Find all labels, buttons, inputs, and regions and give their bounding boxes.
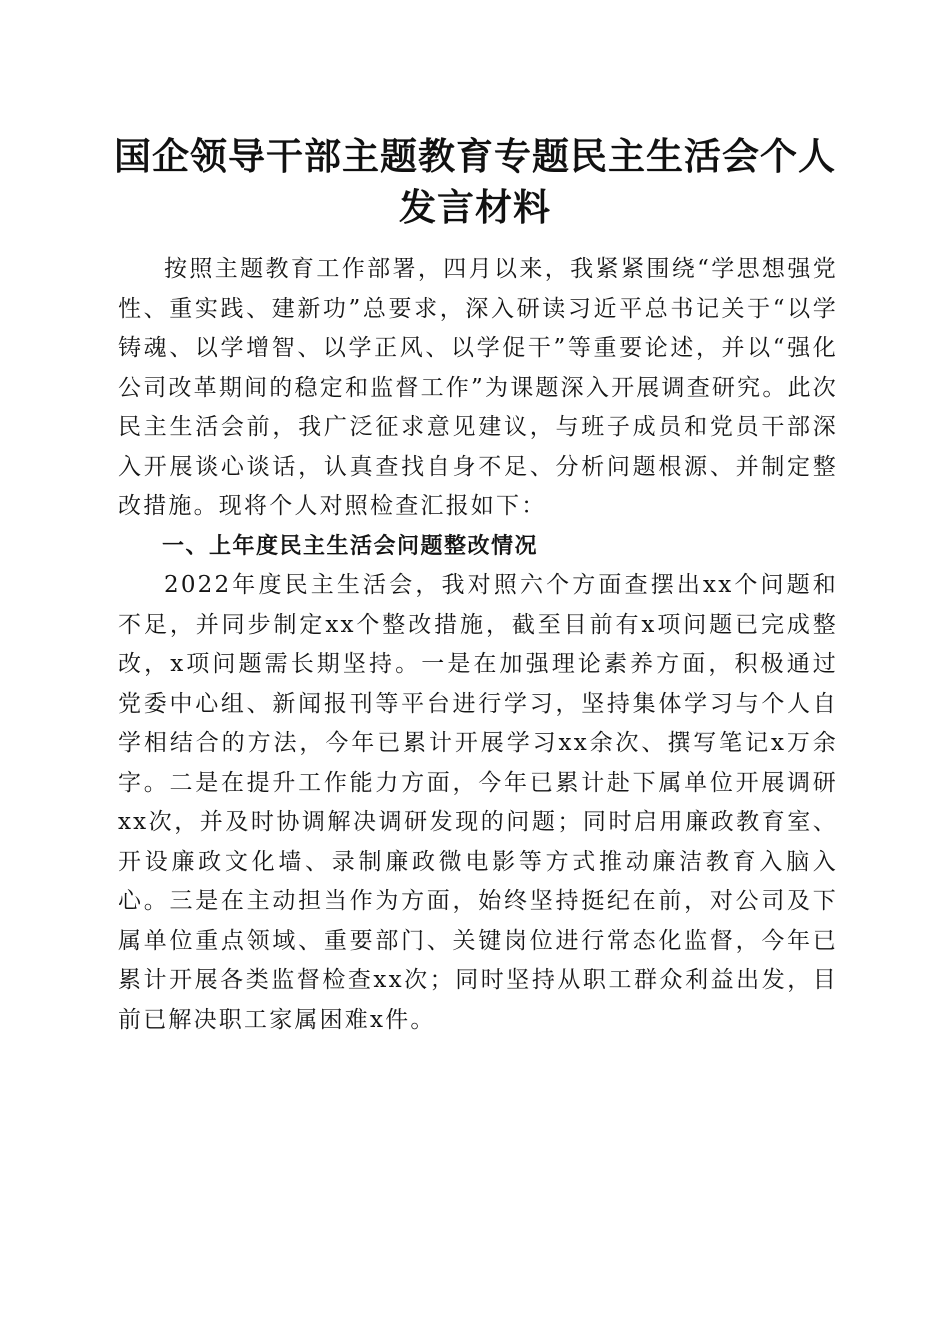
document-title: 国企领导干部主题教育专题民主生活会个人发言材料 [114,134,836,229]
intro-paragraph: 按照主题教育工作部署，四月以来，我紧紧围绕“学思想强党性、重实践、建新功”总要求，深入研读习近平总书记关于“以学铸魂、以学增智、以学正风、以学促干”等重要论述，并以“强化公司改革期间的稳定和监督工作”为课题深入开展调查研究。此次民主生活会前，我广泛征求意见建议，与班子成员和党员干部深入开展谈心谈话，认真查找自身不足、分析问题根源、并制定整改措施。现将个人对照检查汇报如下： [118,256,838,519]
document-body [118,250,838,1040]
section-paragraph: 2022年度民主生活会，我对照六个方面查摆出xx个问题和不足，并同步制定xx个整改措施，截至目前有x项问题已完成整改，x项问题需长期坚持。一是在加强理论素养方面，积极通过党委中心组、新闻报刊等平台进行学习，坚持集体学习与个人自学相结合的方法，今年已累计开展学习xx余次、撰写笔记x万余字。二是在提升工作能力方面，今年已累计赴下属单位开展调研xx次，并及时协调解决调研发现的问题；同时启用廉政教育室、开设廉政文化墙、录制廉政微电影等方式推动廉洁教育入脑入心。三是在主动担当作为方面，始终坚持挺纪在前，对公司及下属单位重点领域、重要部门、关键岗位进行常态化监督，今年已累计开展各类监督检查xx次；同时坚持从职工群众利益出发，目前已解决职工家属困难x件。 [118,572,838,1033]
section-heading: 一、上年度民主生活会问题整改情况 [162,533,539,559]
